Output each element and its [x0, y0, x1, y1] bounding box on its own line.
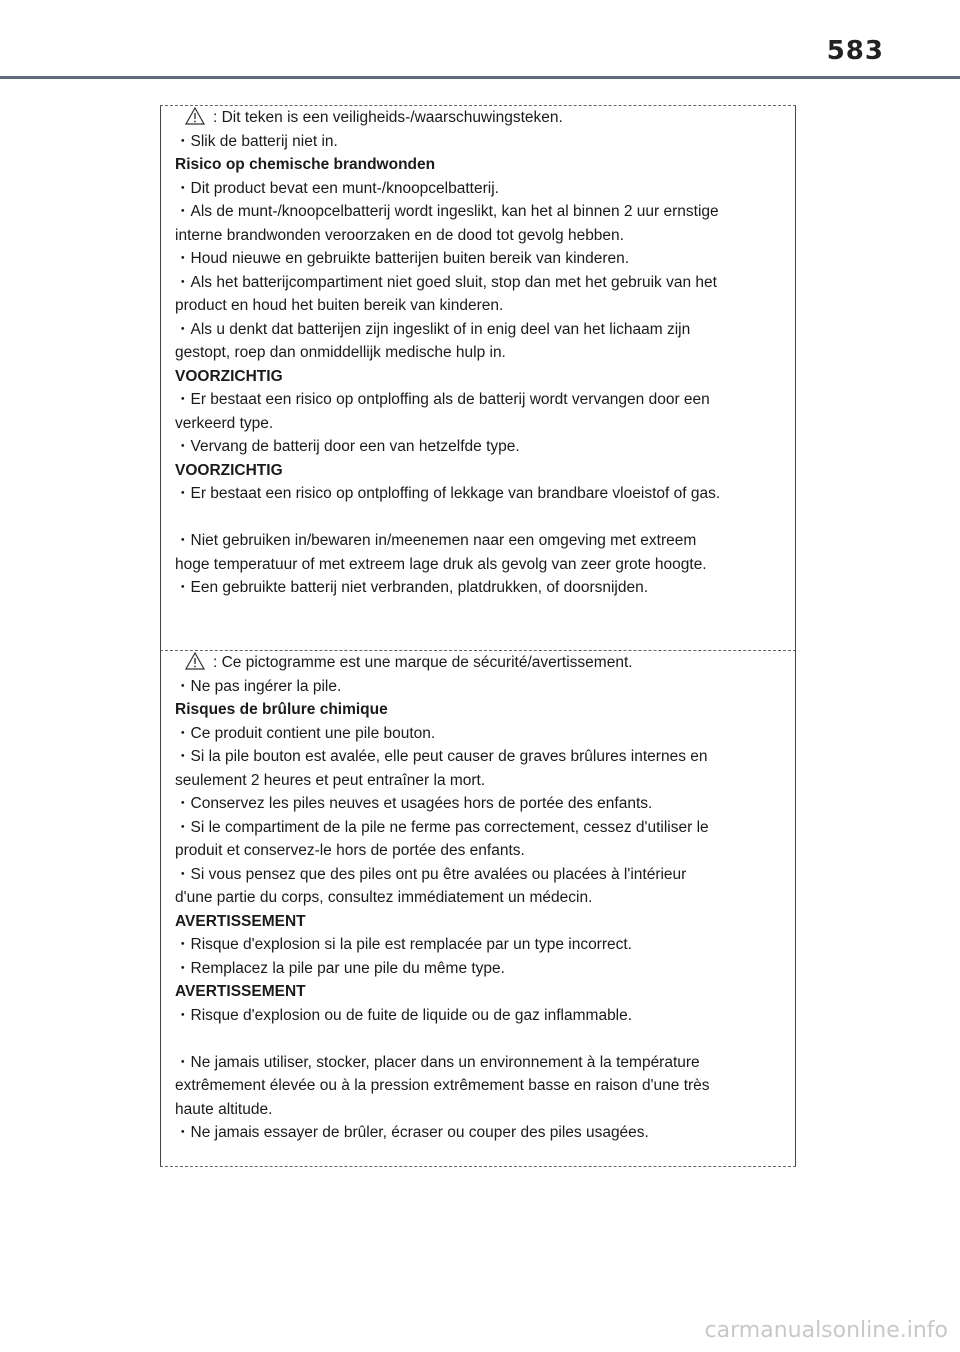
- dutch-text-line: product en houd het buiten bereik van kinderen.: [175, 297, 504, 314]
- french-spacer: [175, 1027, 795, 1051]
- header-rule: [0, 76, 960, 79]
- french-text-line: haute altitude.: [175, 1100, 273, 1118]
- french-text-line: ・Remplacez la pile par une pile du même type.: [175, 959, 505, 977]
- french-heading: AVERTISSEMENT: [175, 983, 306, 1000]
- dutch-warning-text: : Dit teken is een veiligheids-/waarschuwingsteken.: [213, 109, 563, 126]
- dutch-heading: VOORZICHTIG: [175, 367, 283, 385]
- french-text-line: produit et conservez-le hors de portée des enfants.: [175, 842, 525, 859]
- french-text-line: extrêmement élevée ou à la pression extrêmement basse en raison d'une très: [175, 1077, 710, 1094]
- dutch-text-line: ・Als het batterijcompartiment niet goed sluit, stop dan met het gebruik van het: [175, 273, 717, 291]
- dutch-text-line: hoge temperatuur of met extreem lage druk als gevolg van zeer grote hoogte.: [175, 555, 707, 573]
- dutch-heading: Risico op chemische brandwonden: [175, 156, 436, 173]
- dutch-text-line: verkeerd type.: [175, 414, 274, 432]
- french-warning-line: [175, 651, 795, 675]
- dutch-text-line: ・Niet gebruiken in/bewaren in/meenemen naar een omgeving met extreem: [175, 532, 697, 549]
- french-heading: AVERTISSEMENT: [175, 912, 306, 930]
- dutch-lines: [175, 130, 795, 600]
- watermark: carmanualsonline.info: [704, 1318, 948, 1343]
- dutch-text-line: ・Vervang de batterij door een van hetzelfde type.: [175, 438, 520, 455]
- french-text-line: d'une partie du corps, consultez immédiatement un médecin.: [175, 889, 593, 906]
- dutch-text-line: ・Slik de batterij niet in.: [175, 132, 338, 150]
- french-text-line: ・Conservez les piles neuves et usagées hors de portée des enfants.: [175, 795, 653, 812]
- dutch-text-line: ・Dit product bevat een munt-/knoopcelbatterij.: [175, 179, 499, 197]
- french-text-line: ・Si vous pensez que des piles ont pu être avalées ou placées à l'intérieur: [175, 865, 687, 883]
- french-text-line: ・Ce produit contient une pile bouton.: [175, 724, 436, 742]
- french-lines: [175, 675, 795, 1145]
- page-number: 583: [826, 36, 884, 66]
- french-text-line: ・Ne jamais essayer de brûler, écraser ou couper des piles usagées.: [175, 1124, 649, 1141]
- warning-triangle-icon: [185, 107, 205, 125]
- dutch-heading: VOORZICHTIG: [175, 461, 283, 479]
- french-text-line: ・Si le compartiment de la pile ne ferme pas correctement, cessez d'utiliser le: [175, 818, 709, 836]
- warning-triangle-icon: [185, 652, 205, 670]
- dutch-text-line: ・Er bestaat een risico op ontploffing of lekkage van brandbare vloeistof of gas.: [175, 485, 721, 502]
- french-text-line: ・Risque d'explosion ou de fuite de liquide ou de gaz inflammable.: [175, 1006, 633, 1024]
- dutch-warning-line: [175, 106, 795, 130]
- french-text-line: ・Si la pile bouton est avalée, elle peut causer de graves brûlures internes en: [175, 748, 708, 765]
- french-text-line: ・Risque d'explosion si la pile est remplacée par un type incorrect.: [175, 936, 632, 953]
- dutch-text-line: gestopt, roep dan onmiddellijk medische hulp in.: [175, 344, 506, 361]
- dutch-text-line: ・Houd nieuwe en gebruikte batterijen buiten bereik van kinderen.: [175, 250, 630, 267]
- dutch-notice: [160, 105, 796, 650]
- dutch-text-line: ・Als u denkt dat batterijen zijn ingeslikt of in enig deel van het lichaam zijn: [175, 320, 691, 338]
- dutch-text-line: ・Een gebruikte batterij niet verbranden, platdrukken, of doorsnijden.: [175, 579, 649, 596]
- french-text-line: seulement 2 heures et peut entraîner la mort.: [175, 771, 486, 789]
- dutch-text-line: ・Als de munt-/knoopcelbatterij wordt ingeslikt, kan het al binnen 2 uur ernstige: [175, 203, 719, 220]
- dutch-text-line: ・Er bestaat een risico op ontploffing als de batterij wordt vervangen door een: [175, 391, 710, 408]
- french-warning-text: : Ce pictogramme est une marque de sécurité/avertissement.: [213, 654, 633, 671]
- french-notice: [160, 650, 796, 1167]
- french-text-line: ・Ne pas ingérer la pile.: [175, 677, 342, 695]
- french-text-line: ・Ne jamais utiliser, stocker, placer dans un environnement à la température: [175, 1053, 700, 1071]
- french-heading: Risques de brûlure chimique: [175, 701, 388, 718]
- dutch-spacer: [175, 506, 795, 530]
- dutch-text-line: interne brandwonden veroorzaken en de dood tot gevolg hebben.: [175, 226, 624, 244]
